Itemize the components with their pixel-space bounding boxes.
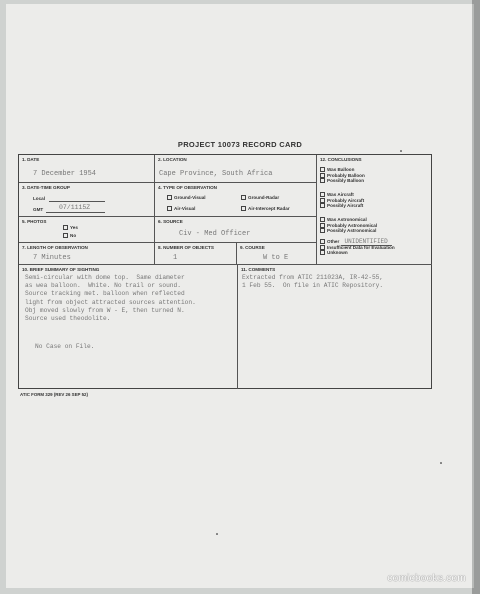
local-label: Local	[33, 196, 45, 201]
conclusion-label: Possibly Aircraft	[327, 203, 364, 209]
comments-line: 1 Feb 55. On file in ATIC Repository.	[242, 282, 384, 290]
conclusions-cell	[317, 155, 432, 265]
conclusion-group-other	[320, 239, 395, 256]
option-air-visual[interactable]	[167, 206, 195, 211]
option-photos-no[interactable]	[63, 233, 76, 238]
conclusion-label: Probably Aircraft	[327, 197, 365, 203]
date-value: 7 December 1954	[33, 170, 97, 178]
conclusion-other-value: UNIDENTIFIED	[341, 238, 392, 246]
checkbox-icon	[320, 173, 325, 178]
conclusion-label: Possibly Balloon	[327, 178, 365, 184]
length-of-observation-cell	[19, 243, 155, 265]
checkbox-icon	[63, 233, 68, 238]
summary-line: Source tracking met. balloon when reflected	[25, 290, 185, 298]
option-label: Ground-Visual	[174, 195, 206, 200]
checkbox-icon	[63, 225, 68, 230]
conclusion-label: Insufficient Data for Evaluation	[327, 244, 395, 250]
summary-line: Semi-circular with dome top. Same diameter	[25, 274, 185, 281]
source-value: Civ - Med Officer	[179, 230, 251, 238]
comments-text	[242, 274, 383, 290]
conclusion-unknown[interactable]	[320, 250, 395, 256]
checkbox-icon	[241, 206, 246, 211]
photos-cell	[19, 217, 155, 243]
option-photos-yes[interactable]	[63, 225, 78, 230]
checkbox-icon	[320, 192, 325, 197]
checkbox-icon	[320, 223, 325, 228]
conclusion-possibly-balloon[interactable]	[320, 178, 365, 184]
date-time-group-cell	[19, 183, 155, 217]
conclusion-label: Probably Astronomical	[327, 222, 378, 228]
photos-label: 5. PHOTOS	[22, 219, 47, 224]
date-cell	[19, 155, 155, 183]
conclusion-group-astronomical	[320, 217, 377, 234]
location-value: Cape Province, South Africa	[159, 170, 273, 178]
checkbox-icon	[320, 198, 325, 203]
conclusion-label: Possibly Astronomical	[327, 228, 377, 234]
checkbox-icon	[320, 250, 325, 255]
checkbox-icon	[320, 245, 325, 250]
checkbox-icon	[320, 203, 325, 208]
summary-line: Source used theodolite.	[25, 315, 111, 323]
conclusion-label: Was Balloon	[327, 167, 355, 172]
checkbox-icon	[320, 239, 325, 244]
option-label: Yes	[70, 225, 78, 230]
option-label: Air-Visual	[174, 206, 196, 211]
conclusion-possibly-astronomical[interactable]	[320, 228, 377, 234]
gmt-label: GMT	[33, 207, 44, 212]
option-ground-visual[interactable]	[167, 195, 206, 200]
option-label: Ground-Radar	[248, 195, 280, 200]
course-value: W to E	[263, 254, 289, 262]
number-of-objects-label: 8. NUMBER OF OBJECTS	[158, 245, 214, 250]
type-of-observation-cell	[155, 183, 317, 217]
date-label: 1. DATE	[22, 157, 40, 162]
gmt-value: 07/1115Z	[59, 204, 91, 211]
type-of-observation-label: 4. TYPE OF OBSERVATION	[158, 185, 217, 190]
speck	[400, 150, 402, 152]
checkbox-icon	[320, 178, 325, 183]
speck	[440, 462, 442, 464]
speck	[216, 533, 218, 535]
number-of-objects-value: 1	[173, 254, 178, 262]
conclusion-group-aircraft	[320, 192, 364, 209]
date-time-group-label: 3. DATE-TIME GROUP	[22, 185, 70, 190]
summary-note: No Case on File.	[35, 343, 95, 350]
summary-line: as wea balloon. White. No trail or sound.	[25, 282, 181, 290]
conclusion-label: Unknown	[327, 250, 348, 256]
checkbox-icon	[241, 195, 246, 200]
checkbox-icon	[167, 206, 172, 211]
checkbox-icon	[320, 228, 325, 233]
option-ground-radar[interactable]	[241, 195, 279, 200]
checkbox-icon	[320, 217, 325, 222]
length-of-observation-value: 7 Minutes	[33, 254, 71, 262]
local-line	[49, 201, 105, 202]
conclusion-possibly-aircraft[interactable]	[320, 203, 364, 209]
summary-cell	[19, 265, 238, 389]
conclusion-label: Other	[327, 239, 340, 244]
comments-label: 11. COMMENTS	[241, 267, 276, 272]
conclusion-label: Was Aircraft	[327, 192, 354, 197]
option-label: No	[70, 233, 77, 238]
checkbox-icon	[320, 167, 325, 172]
option-label: Air-Intercept Radar	[248, 206, 290, 211]
comments-line: Extracted from ATIC 211023A, IR-42-55,	[242, 274, 384, 281]
gmt-line	[46, 212, 105, 213]
summary-line: light from object attracted sources attention.	[25, 298, 196, 306]
number-of-objects-cell	[155, 243, 237, 265]
course-cell	[237, 243, 317, 265]
source-label: 6. SOURCE	[158, 219, 183, 224]
summary-text	[25, 274, 196, 323]
conclusion-label: Was Astronomical	[327, 217, 367, 222]
length-of-observation-label: 7. LENGTH OF OBSERVATION	[22, 245, 88, 250]
record-card	[18, 154, 432, 389]
card-title: PROJECT 10073 RECORD CARD	[177, 140, 303, 149]
summary-label: 10. BRIEF SUMMARY OF SIGHTING	[22, 267, 100, 272]
conclusions-label: 12. CONCLUSIONS	[320, 157, 362, 162]
location-label: 2. LOCATION	[158, 157, 187, 162]
comments-cell	[238, 265, 432, 389]
option-air-intercept-radar[interactable]	[241, 206, 290, 211]
course-label: 9. COURSE	[240, 245, 265, 250]
source-cell	[155, 217, 317, 243]
conclusion-group-balloon	[320, 167, 365, 184]
summary-line: Obj moved slowly from W - E, then turned N.	[25, 306, 185, 314]
checkbox-icon	[167, 195, 172, 200]
watermark: comicbooks.com	[387, 573, 466, 584]
form-number: ATIC FORM 329 (REV 26 SEP 52)	[20, 392, 88, 397]
location-cell	[155, 155, 317, 183]
conclusion-label: Probably Balloon	[327, 172, 365, 178]
